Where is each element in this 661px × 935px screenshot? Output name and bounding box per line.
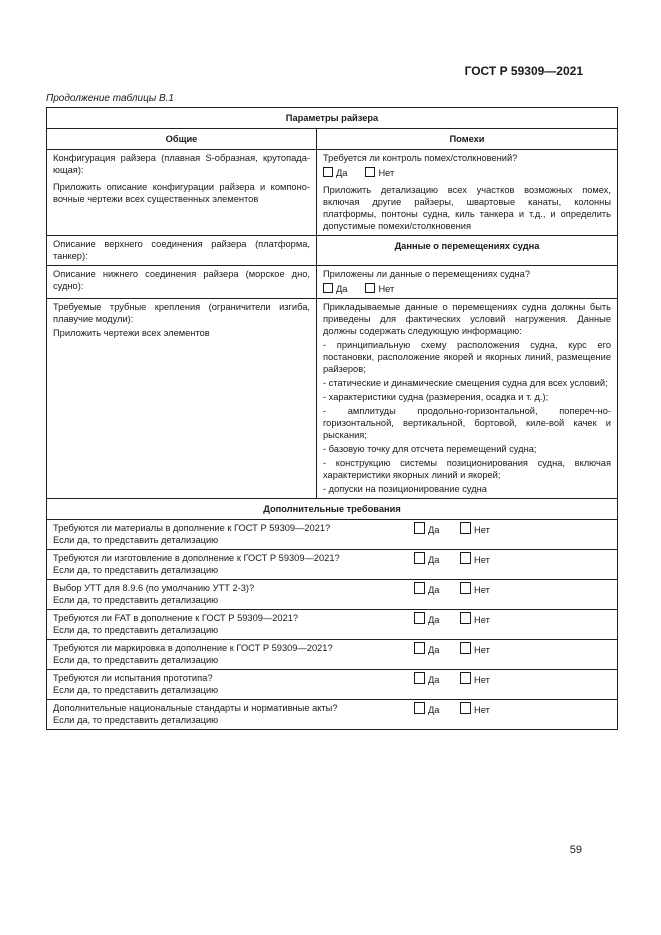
vessel-motion-heading: Данные о перемещениях судна xyxy=(317,236,618,266)
riser-configuration-note: Приложить описание конфигурации райзера и компоно-вочные чертежи всех существенных элементов xyxy=(53,182,310,204)
requirement-question: Требуются ли изготовление в дополнение к ГОСТ Р 59309—2021? xyxy=(53,553,340,563)
requirement-options xyxy=(414,702,506,716)
requirement-national-standards xyxy=(47,700,618,730)
option-label: Да xyxy=(428,525,440,535)
additional-requirements-header-row xyxy=(47,499,618,520)
option-label: Да xyxy=(336,168,348,178)
requirement-options xyxy=(414,612,506,626)
pipe-fittings-note: Приложить чертежи всех элементов xyxy=(53,328,210,338)
yes-option[interactable] xyxy=(414,522,460,536)
interference-yes-option[interactable] xyxy=(323,168,347,178)
requirement-options xyxy=(414,582,506,596)
option-label: Нет xyxy=(474,645,490,655)
list-item: - базовую точку для отсчета перемещений судна; xyxy=(323,444,537,454)
option-label: Нет xyxy=(474,555,490,565)
yes-option[interactable] xyxy=(414,612,460,626)
yes-option[interactable] xyxy=(414,642,460,656)
yes-option[interactable] xyxy=(414,702,460,716)
requirement-detail: Если да, то представить детализацию xyxy=(53,715,219,725)
requirement-prototype-tests xyxy=(47,670,618,700)
interference-detail-note: Приложить детализацию всех участков возможных помех, включая другие райзеры, швартовые канаты, колонны платформы, понтоны судна, киль танкера и т.д., и определить допустимые помехи/столкновения xyxy=(323,185,611,231)
requirement-options xyxy=(414,642,506,656)
checkbox-icon[interactable] xyxy=(323,167,333,177)
list-item: - характеристики судна (размерения, осадка и т. д.); xyxy=(323,392,549,402)
no-option[interactable] xyxy=(460,612,506,626)
requirement-detail: Если да, то представить детализацию xyxy=(53,535,219,545)
no-option[interactable] xyxy=(460,582,506,596)
bottom-connection-cell: Описание нижнего соединения райзера (морское дно, судно): xyxy=(47,266,317,299)
table-row xyxy=(47,150,618,236)
interference-control-cell xyxy=(317,150,618,236)
list-item: - статические и динамические смещения судна для всех условий; xyxy=(323,378,608,388)
requirement-question: Дополнительные национальные стандарты и нормативные акты? xyxy=(53,703,338,713)
additional-requirements-title: Дополнительные требования xyxy=(47,499,618,520)
checkbox-icon[interactable] xyxy=(460,702,471,714)
option-label: Да xyxy=(428,615,440,625)
interference-control-question: Требуется ли контроль помех/столкновений? xyxy=(323,153,518,163)
requirement-options xyxy=(414,552,506,566)
checkbox-icon[interactable] xyxy=(414,702,425,714)
option-label: Нет xyxy=(474,615,490,625)
list-item: - конструкцию системы позиционирования судна, включая характеристики якорных линий и якорей; xyxy=(323,458,611,480)
vessel-motion-options xyxy=(323,283,611,295)
requirement-question: Требуются ли FAT в дополнение к ГОСТ Р 59309—2021? xyxy=(53,613,299,623)
list-item: - принципиальную схему расположения судна, курс его постановки, расположение якорей и якорных линий, размещение райзеров; xyxy=(323,340,611,374)
column-header-row xyxy=(47,129,618,150)
option-label: Нет xyxy=(474,675,490,685)
checkbox-icon[interactable] xyxy=(365,283,375,293)
checkbox-icon[interactable] xyxy=(460,672,471,684)
riser-configuration-label: Конфигурация райзера (плавная S-образная, крутопада-ющая): xyxy=(53,153,310,175)
column-general-header: Общие xyxy=(47,129,317,150)
vessel-motion-question: Приложены ли данные о перемещениях судна? xyxy=(323,269,530,279)
checkbox-icon[interactable] xyxy=(414,552,425,564)
requirement-manufacturing xyxy=(47,550,618,580)
no-option[interactable] xyxy=(460,552,506,566)
vessel-motion-yes-option[interactable] xyxy=(323,284,347,294)
requirement-options xyxy=(414,672,506,686)
option-label: Да xyxy=(336,284,348,294)
requirement-materials xyxy=(47,520,618,550)
requirement-utt-choice xyxy=(47,580,618,610)
vessel-motion-intro: Прикладываемые данные о перемещениях судна должны быть приведены для фактических условий нагружения. Данные должны содержать следующую информацию: xyxy=(323,302,611,336)
checkbox-icon[interactable] xyxy=(414,672,425,684)
table-row xyxy=(47,580,618,610)
list-item: - амплитуды продольно-горизонтальной, попереч-но-горизонтальной, вертикальной, бортовой, киле-вой качек и рыскания; xyxy=(323,406,611,440)
standard-header: ГОСТ Р 59309—2021 xyxy=(464,64,583,78)
table-row xyxy=(47,670,618,700)
vessel-motion-contents-cell xyxy=(317,299,618,499)
option-label: Да xyxy=(428,705,440,715)
column-interference-header: Помехи xyxy=(317,129,618,150)
table-row xyxy=(47,520,618,550)
requirement-detail: Если да, то представить детализацию xyxy=(53,655,219,665)
option-label: Нет xyxy=(474,705,490,715)
requirement-detail: Если да, то представить детализацию xyxy=(53,685,219,695)
checkbox-icon[interactable] xyxy=(460,582,471,594)
table-row xyxy=(47,236,618,266)
interference-no-option[interactable] xyxy=(365,168,394,178)
yes-option[interactable] xyxy=(414,582,460,596)
table-title-row xyxy=(47,108,618,129)
interference-control-options xyxy=(323,167,611,179)
requirement-question: Требуются ли материалы в дополнение к ГОСТ Р 59309—2021? xyxy=(53,523,331,533)
no-option[interactable] xyxy=(460,522,506,536)
checkbox-icon[interactable] xyxy=(365,167,375,177)
checkbox-icon[interactable] xyxy=(460,552,471,564)
yes-option[interactable] xyxy=(414,552,460,566)
table-row xyxy=(47,610,618,640)
riser-configuration-cell xyxy=(47,150,317,236)
checkbox-icon[interactable] xyxy=(460,612,471,624)
requirement-detail: Если да, то представить детализацию xyxy=(53,565,219,575)
requirement-question: Требуются ли испытания прототипа? xyxy=(53,673,213,683)
checkbox-icon[interactable] xyxy=(460,642,471,654)
no-option[interactable] xyxy=(460,672,506,686)
top-connection-cell: Описание верхнего соединения райзера (платформа, танкер): xyxy=(47,236,317,266)
riser-parameters-table xyxy=(46,107,618,730)
yes-option[interactable] xyxy=(414,672,460,686)
table-caption: Продолжение таблицы В.1 xyxy=(46,93,174,104)
pipe-fittings-label: Требуемые трубные крепления (ограничители изгиба, плавучие модули): xyxy=(53,302,310,324)
requirement-detail: Если да, то представить детализацию xyxy=(53,595,219,605)
table-title: Параметры райзера xyxy=(47,108,618,129)
option-label: Нет xyxy=(378,168,395,178)
option-label: Нет xyxy=(378,284,395,294)
table-row xyxy=(47,640,618,670)
list-item: - допуски на позиционирование судна xyxy=(323,484,487,494)
requirement-marking xyxy=(47,640,618,670)
checkbox-icon[interactable] xyxy=(414,582,425,594)
checkbox-icon[interactable] xyxy=(414,642,425,654)
requirement-fat xyxy=(47,610,618,640)
requirement-question: Выбор УТТ для 8.9.6 (по умолчанию УТТ 2-3)? xyxy=(53,583,255,593)
option-label: Нет xyxy=(474,585,490,595)
option-label: Да xyxy=(428,585,440,595)
no-option[interactable] xyxy=(460,642,506,656)
requirement-options xyxy=(414,522,506,536)
option-label: Да xyxy=(428,555,440,565)
table-row xyxy=(47,299,618,499)
option-label: Да xyxy=(428,675,440,685)
table-row xyxy=(47,266,618,299)
pipe-fittings-cell xyxy=(47,299,317,499)
table-row xyxy=(47,550,618,580)
checkbox-icon[interactable] xyxy=(323,283,333,293)
checkbox-icon[interactable] xyxy=(414,522,425,534)
checkbox-icon[interactable] xyxy=(460,522,471,534)
table-row xyxy=(47,700,618,730)
vessel-motion-data-cell xyxy=(317,266,618,299)
checkbox-icon[interactable] xyxy=(414,612,425,624)
no-option[interactable] xyxy=(460,702,506,716)
option-label: Да xyxy=(428,645,440,655)
requirement-question: Требуются ли маркировка в дополнение к ГОСТ Р 59309—2021? xyxy=(53,643,333,653)
option-label: Нет xyxy=(474,525,490,535)
requirement-detail: Если да, то представить детализацию xyxy=(53,625,219,635)
page-number: 59 xyxy=(569,844,582,856)
vessel-motion-no-option[interactable] xyxy=(365,284,394,294)
